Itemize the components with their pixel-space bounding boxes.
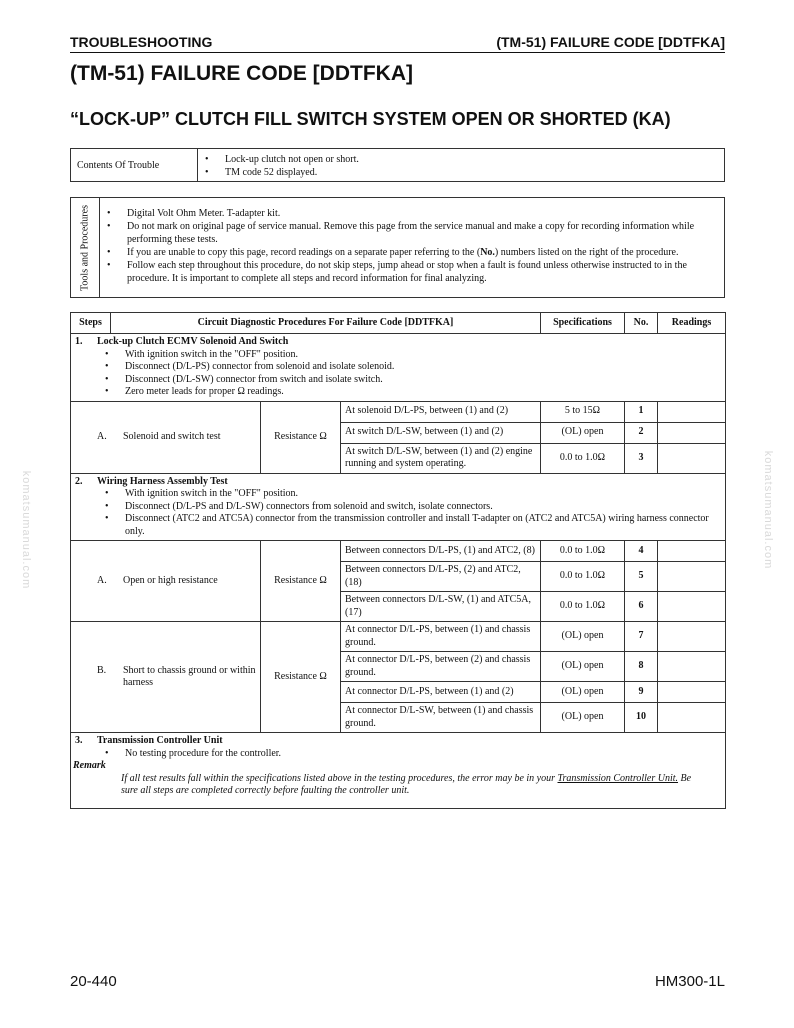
- contents-label: Contents Of Trouble: [71, 149, 198, 181]
- reading-cell[interactable]: [658, 652, 726, 682]
- table-header-row: [71, 313, 726, 334]
- header-section: TROUBLESHOOTING: [70, 34, 213, 50]
- no-cell: 10: [625, 703, 658, 733]
- condition-cell: Between connectors D/L-SW, (1) and ATC5A, (17): [341, 592, 541, 622]
- spec-cell: (OL) open: [541, 622, 625, 652]
- contents-list: [201, 153, 718, 179]
- list-item: • Disconnect (D/L-SW) connector from switch and isolate switch.: [101, 374, 721, 387]
- condition-cell: Between connectors D/L-PS, (2) and ATC2, (18): [341, 562, 541, 592]
- col-header-no: No.: [625, 313, 658, 334]
- step-1: 1. Lock-up Clutch ECMV Solenoid And Switch • With ignition switch in the "OFF" position. • Disconnect (D/L-PS) connector from solenoid and isolate solenoid. • Disconnect (D/L-SW) connector from switch and isolate switch. • Zero meter leads for proper Ω readings.: [71, 334, 726, 402]
- no-cell: 4: [625, 541, 658, 562]
- col-header-steps: Steps: [71, 313, 111, 334]
- step-3: 3. Transmission Controller Unit • No testing procedure for the controller. Remark If all test results fall within the specifications listed above in the testing procedures, the error may be in your Transmission Controller Unit. Be sure all steps are completed correctly before faulting the controller unit.: [71, 733, 726, 809]
- col-header-readings: Readings: [658, 313, 726, 334]
- condition-cell: At connector D/L-PS, between (2) and chassis ground.: [341, 652, 541, 682]
- step-1-row: [71, 334, 726, 402]
- list-item: • Zero meter leads for proper Ω readings.: [101, 386, 721, 399]
- reading-cell[interactable]: [658, 622, 726, 652]
- step-2: 2. Wiring Harness Assembly Test • With ignition switch in the "OFF" position. • Disconnect (D/L-PS and D/L-SW) connectors from solenoid and switch, isolate connectors. • Disconnect (ATC2 and ATC5A) connector from the transmission controller and install T-adapter on (ATC2 and ATC5A) wiring harness connector only.: [71, 473, 726, 541]
- no-cell: 5: [625, 562, 658, 592]
- reading-cell[interactable]: [658, 401, 726, 422]
- page-subtitle: “LOCK-UP” CLUTCH FILL SWITCH SYSTEM OPEN OR SHORTED (KA): [70, 109, 671, 129]
- tools-and-procedures-box: [70, 197, 725, 298]
- header-code: (TM-51) FAILURE CODE [DDTFKA]: [496, 34, 725, 50]
- list-item: • With ignition switch in the "OFF" position.: [101, 488, 721, 501]
- step-2-row: [71, 473, 726, 541]
- list-item: • Disconnect (D/L-PS and D/L-SW) connectors from solenoid and switch, isolate connectors.: [101, 501, 721, 514]
- reading-cell[interactable]: [658, 443, 726, 473]
- no-cell: 2: [625, 422, 658, 443]
- spec-cell: 0.0 to 1.0Ω: [541, 562, 625, 592]
- condition-cell: At solenoid D/L-PS, between (1) and (2): [341, 401, 541, 422]
- no-cell: 6: [625, 592, 658, 622]
- watermark-left: komatsumanual.com: [20, 470, 32, 590]
- list-item: • Follow each step throughout this procedure, do not skip steps, jump ahead or stop when a fault is found unless otherwise instructed to in the procedure. It is important to complete all steps and record information for final analyzing.: [103, 259, 716, 285]
- page-header: [70, 34, 725, 53]
- no-cell: 8: [625, 652, 658, 682]
- condition-cell: At switch D/L-SW, between (1) and (2): [341, 422, 541, 443]
- list-item: • Digital Volt Ohm Meter. T-adapter kit.: [103, 207, 716, 220]
- no-cell: 3: [625, 443, 658, 473]
- col-header-specifications: Specifications: [541, 313, 625, 334]
- controller-unit-reference: Transmission Controller Unit.: [557, 772, 679, 784]
- reading-cell[interactable]: [658, 592, 726, 622]
- spec-cell: 5 to 15Ω: [541, 401, 625, 422]
- table-row: [71, 401, 726, 422]
- col-header-procedures: Circuit Diagnostic Procedures For Failure Code [DDTFKA]: [111, 313, 541, 334]
- condition-cell: At connector D/L-PS, between (1) and (2): [341, 682, 541, 703]
- no-cell: 9: [625, 682, 658, 703]
- list-item: • Disconnect (ATC2 and ATC5A) connector from the transmission controller and install T-adapter on (ATC2 and ATC5A) wiring harness connector only.: [101, 513, 721, 538]
- test-type: Resistance Ω: [261, 622, 341, 733]
- spec-cell: (OL) open: [541, 652, 625, 682]
- table-row: [71, 541, 726, 562]
- list-item: • If you are unable to copy this page, record readings on a separate paper referring to the (No.) numbers listed on the right of the procedure.: [103, 246, 716, 259]
- spec-cell: 0.0 to 1.0Ω: [541, 541, 625, 562]
- reading-cell[interactable]: [658, 541, 726, 562]
- test-type: Resistance Ω: [261, 541, 341, 622]
- condition-cell: At connector D/L-PS, between (1) and chassis ground.: [341, 622, 541, 652]
- diagnostic-table: [70, 312, 726, 809]
- test-type: Resistance Ω: [261, 401, 341, 473]
- list-item: • With ignition switch in the "OFF" position.: [101, 349, 721, 362]
- condition-cell: At switch D/L-SW, between (1) and (2) engine running and system operating.: [341, 443, 541, 473]
- step-title: Transmission Controller Unit: [97, 735, 223, 746]
- contents-of-trouble-box: [70, 148, 725, 182]
- test-label: A. Solenoid and switch test: [71, 401, 261, 473]
- step-title: Wiring Harness Assembly Test: [97, 475, 228, 487]
- list-item: • Lock-up clutch not open or short.: [201, 153, 718, 166]
- tools-label: Tools and Procedures: [79, 204, 91, 291]
- list-item: • Disconnect (D/L-PS) connector from solenoid and isolate solenoid.: [101, 361, 721, 374]
- step-title: Lock-up Clutch ECMV Solenoid And Switch: [97, 336, 289, 347]
- reading-cell[interactable]: [658, 422, 726, 443]
- condition-cell: Between connectors D/L-PS, (1) and ATC2, (8): [341, 541, 541, 562]
- step-3-row: [71, 733, 726, 809]
- spec-cell: (OL) open: [541, 422, 625, 443]
- no-cell: 1: [625, 401, 658, 422]
- test-label: B. Short to chassis ground or within harness: [71, 622, 261, 733]
- spec-cell: (OL) open: [541, 682, 625, 703]
- page-title: (TM-51) FAILURE CODE [DDTFKA]: [70, 62, 413, 85]
- table-row: [71, 622, 726, 652]
- spec-cell: (OL) open: [541, 703, 625, 733]
- page-number: 20-440: [70, 973, 117, 990]
- condition-cell: At connector D/L-SW, between (1) and chassis ground.: [341, 703, 541, 733]
- remark-label: Remark: [73, 760, 106, 771]
- spec-cell: 0.0 to 1.0Ω: [541, 592, 625, 622]
- reading-cell[interactable]: [658, 682, 726, 703]
- reading-cell[interactable]: [658, 562, 726, 592]
- model-number: HM300-1L: [654, 973, 725, 990]
- spec-cell: 0.0 to 1.0Ω: [541, 443, 625, 473]
- list-item: • No testing procedure for the controller.: [101, 748, 721, 761]
- list-item: • Do not mark on original page of service manual. Remove this page from the service manual and make a copy for recording information while performing these tests.: [103, 220, 716, 246]
- reading-cell[interactable]: [658, 703, 726, 733]
- list-item: • TM code 52 displayed.: [201, 166, 718, 179]
- watermark-right: komatsumanual.com: [762, 450, 774, 570]
- remark-text: If all test results fall within the specifications listed above in the testing procedures, the error may be in your Transmission Controller Unit. Be sure all steps are completed correctly before faulting the controller unit.: [121, 772, 692, 796]
- test-label: A. Open or high resistance: [71, 541, 261, 622]
- tools-list: [103, 207, 716, 285]
- no-cell: 7: [625, 622, 658, 652]
